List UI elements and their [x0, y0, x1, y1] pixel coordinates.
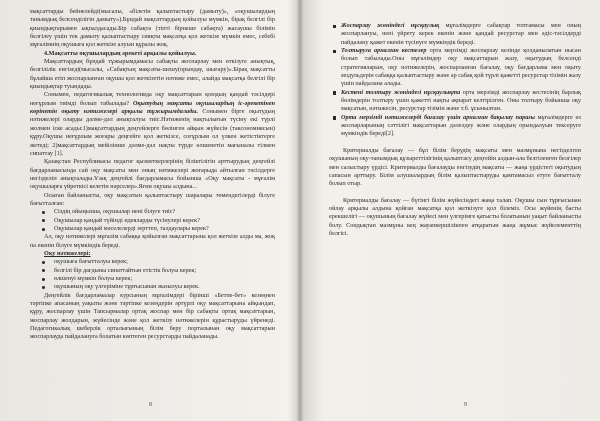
question-text: Сонымен, педагогикалық технологияда оқу мақсаттарын қоюдың қандай тәсілдері неғұрлым тиімді болып табылады? [30, 91, 275, 107]
left-page [30, 0, 275, 421]
paragraph: Қазақстан Республикасы педагог қызметкерлерінің біліктілігін арттырудың деңгейлі бағдарламасында сай оқу мақсаты мен оның нәтижелері жоғарыда айтылған тәсілдерге негізделіп анықталады.Ұзақ деңгейлі бағдарламасы бойынша «Оқу мақсаты - мұғалім оқушыларға үйреткісі келетін нәрселер».Яғни оқушы алдына... [30, 158, 275, 191]
subheading: Оқу нәтижелері: [44, 249, 91, 257]
paragraph [30, 91, 275, 158]
paragraph: Ал, оқу нәтижелері мұғалім сабаққа қойылған мақсаттарына қол жеткізе алды ма, жоқ па екенін білуге мүмкіндік береді. [30, 233, 275, 249]
list-item: Оқушылар қандай мәселелерді зерттеп, талдаулары керек? [30, 225, 275, 233]
list-item [329, 114, 581, 139]
list-lead: Жоспарлау жөніндегі нұсқаулық [341, 22, 440, 29]
list-item [329, 47, 581, 89]
list-item: белгілі бір дағдыны сипаттайтын етістік болуы керек; [30, 267, 275, 275]
list-item: оқушының оқу үлгеріміне тұрғысынан жазылуы керек. [30, 283, 275, 291]
book-gutter [296, 0, 304, 421]
list-lead: Орта мерзімді нәтижелерді бағалау үшін арналған бақылау парағы [341, 113, 535, 121]
paragraph: Деңгейлік бағдарламалар курсының мұғалімдері бірінші «Бетпе-бет» кезеңнен тәртіпке апасаның уақыты және тәртіпке кезеңдерін әртүрлі оқу мақсаттарына айқындап, құру, жоспарлау үшін Тапсырмалар ортақ жоспар мен бір сабақты ортақ мақсаттарын, жоспарлау жолдарын, жүйесінде және қол жеткізу нәтижелерін құрастыруды үйренеді. Педагогикалық шеберлік орталығының білім беру порталынан оқу мақсаттарын жоспарлауда пайдалануға болатын көптеген ресурстарды пайдаланады. [30, 291, 275, 341]
list-item: Сіздің ойыңызша, оқушылар нені білуге тиіс? [30, 208, 275, 216]
list-lead: Толтыруға арналған кестелер [341, 47, 427, 55]
question-list [30, 208, 275, 233]
page-number: 8 [149, 402, 152, 408]
list-text: мұғалімдерге сабақтар топтамасы мен оның жоспарлануы, нені үйрету керек екенін және қандай ресурстар мен әдіс-тәсілдерді пайдалану қажет екенін түсінуге мүмкіндік береді. [341, 22, 581, 46]
paragraph: Критериалды бағалау — бүгінгі білім жүйесіндегі жаңа талап. Оқушы сын тұрғысынан ойлау арқылы алдына қойған мақсатқа қол жеткізуге қол білеміз. Осы жүйенің басты ерекшелігі — оқушының бағалау жүйесі мен үлгерімге қатысты болатынын уақыт байланысты болу. Сондықтан мазмұны кең жауапкершілікпен атқаратын жаңа жұмыс жүйелементтің белгісі. [329, 196, 581, 237]
results-list [30, 258, 275, 291]
list-item [329, 22, 581, 47]
page-number: 9 [464, 402, 467, 408]
paragraph: Критериалды бағалау — бұл білім берудің мақсаты мен мазмұнына негізделген оқушының оқу-танымдық құзыреттілігінің қалыптасу деңгейін алдын-ала белгіленген белгілер мен салыстыру үрдісі. Критериалды бағалауды енгізудің мақсаты — жаңа үрдістегі оқытудың сапасын арттыру. Білім алушылардың білім қалыптастыруды қамтамасыз етуге бағытталу болып отыр. [329, 146, 581, 188]
section-heading: 4.Мақсатты оқушылардың әрекеті арқылы қойылуы. [44, 49, 197, 57]
list-text: орта мерзімді жоспарлау кезінде қолданылатын нысан болып табылады.Оны мұғалімдер оқу мақсаттарын жазу, оқытудың белсенді стратегияларын, оқу нәтижелерін, жоспарланған бағалау, оқу бағдарлама мен оқыту модульдерін сабаққа қалыптастыру жəне ар сабақ қой түрлі қажетті ресурстар тізімін жазу үшін пайдалана алады. [341, 47, 581, 88]
list-item: Оқушылар қандай түйінді идеяларды түсінулері керек? [30, 217, 275, 225]
paragraph: Мақсаттардың бұндай тұжырымдамасы сабақты жоспарлау мен өткізуге анықтық, белгілілік енгізеді(мысалы, «Сабақтың мақсаты-шешу(орындау, шығару)».Бірақ мақсатты бұлайша етіп жоспарланған оқушы қол жеткізетін нәтиже емес, алайда мақсатқа белгілі бір қиындықтар туындады. [30, 58, 275, 91]
left-intro-text: мақсаттарды бейнелейді(мысалы, «білетін қалыптастыру (дамыту)», «оқушылардың танымдық белсенділігін дамыту»).Бұндай мақсаттардың қойылуы мүмкін, бірақ белгілі бір қиындықтарымен ықпалдасады.Бір сабақта (тіпті бірнеше сабақта) жасаушы білімін белгілеу үшін тек дамыту қалыптастыру сияқты мақсатқа қол жеткізе мүмкін емес, себебі мұғалімнің оқушыға қол жеткізе алуын құралы жоқ. [30, 8, 275, 49]
list-item: өлшенуі мүмкін болуы керек; [30, 275, 275, 283]
list-item: оқушыға бағытталуы керек; [30, 258, 275, 266]
list-item [329, 89, 581, 114]
list-text: орта мерзімді жоспарлау кестесінің барлық бөлімдерін толтыру үшін қажетті нақты ақпарат келтірілген. Оны толтыру бойынша оқу мақсатын, нәтижесін, ресурстар тізімін және т.б. ұсынылған. [341, 88, 581, 113]
paragraph: Осыған байланысты, оқу мақсатын қалыптастыру шаралары төмендегілерді білуге бағытталған: [30, 191, 275, 207]
emphasis-text: Оқытудың мақсаты оқушылардың іс-әрекетінен көрінетін оқыту нәтижелері арқылы тұжырымдалады. [30, 99, 275, 116]
right-page [329, 0, 581, 421]
list-text: мұғалімдерге өз жоспарларының сәттілігі мақсаттарын дәлелдеу және олардың орындалуын тексеруге мүмкіндік береді[2]. [341, 113, 581, 138]
resource-list [329, 22, 581, 139]
paragraph-continuation: Сонымен бірге оқытудың нәтижелері оларды дәлме-дәл анықталуы тиіс.Нәтиженің нақтылығын түсіну екі түрлі жолмен іске асады:1)мақсаттардың деңгейлерге бөлінген айқын жүйесін (таксономиясын) құру.Оқушы неғұрлым жоғары деңгейге қол жеткізсе, соғұрлым ол үлкен жетістіктерге жетеді; 2)мақсаттардың мейілінше дәлме-дәл нақты түрде өлшенетін мағыналы тілмен сипаттау [1]. [30, 108, 275, 157]
list-lead: Кестені толтыру жөніндегі нұсқаулықта [341, 88, 461, 96]
